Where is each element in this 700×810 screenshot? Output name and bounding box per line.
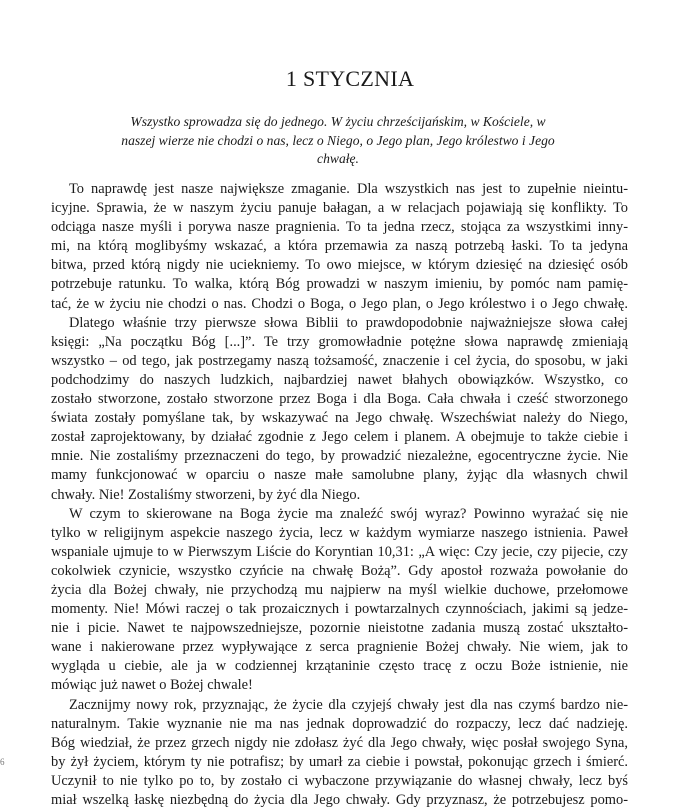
body-line: został zaprojektowany, by działać zgodnie z Jego celem i planem. A obejmuje to także ciebie i [51, 429, 628, 446]
body-text [51, 180, 628, 810]
body-line: Zacznijmy nowy rok, przyznając, że życie dla czyjejś chwały jest dla nas czymś bardzo nie- [69, 696, 628, 713]
body-line: mamy funkcjonować w oparciu o nasze małe samolubne plany, żyjąc dla własnych chwil [51, 467, 628, 484]
body-line: wszystko – od tego, jak postrzegamy naszą tożsamość, znaczenie i cel życia, do sposobu, w jaki [51, 352, 628, 369]
body-line: tylko w religijnym aspekcie naszego życia, lecz w każdym wymiarze naszego istnienia. Paweł [51, 524, 628, 541]
body-line: mnie. Nie zostaliśmy przeznaczeni do tego, by prowadzić niezależne, egocentryczne życie. Nie [51, 448, 628, 465]
body-line: momenty. Nie! Mówi raczej o tak prozaicznych i powtarzalnych czynnościach, jakimi są jedze- [51, 601, 628, 618]
body-line: mówiąc już nawet o Bożej chwale! [51, 677, 253, 694]
body-line: bitwa, przed którą nigdy nie uciekniemy. To owo miejsce, w którym dziesięć na dziesięć osób [51, 257, 628, 274]
body-line: Bóg wiedział, że przez grzech nigdy nie zdołasz żyć dla Jego chwały, więc posłał swojego Syna, [51, 734, 628, 751]
body-line: zostało stworzone, zostało stworzone przez Boga i dla Boga. Cała chwała i cześć stworzonego [51, 391, 628, 408]
body-line: chwały. Nie! Zostaliśmy stworzeni, by żyć dla Niego. [51, 486, 361, 503]
epigraph [118, 113, 558, 169]
body-line: życia dla Bożej chwały, nie przychodzą mu najpierw na myśl wielkie duchowe, przełomowe [51, 581, 628, 598]
body-line: Uczynił to nie tylko po to, by zostało ci wybaczone przywiązanie do własnej chwały, lecz byś [51, 772, 628, 789]
body-line: cokolwiek czynicie, wszystko czyńcie na chwałę Bożą”. Gdy apostoł rozważa powołanie do [51, 562, 628, 579]
epigraph-line: naszej wierze nie chodzi o nas, lecz o Niego, o Jego plan, Jego królestwo i Jego [121, 132, 555, 148]
body-line: To naprawdę jest nasze największe zmaganie. Dla wszystkich nas jest to zupełnie nieintu- [69, 181, 628, 197]
body-line: księgi: „Na początku Bóg [...]”. Te trzy gromowładnie potężne słowa naprawdę zmieniają [51, 333, 628, 350]
body-line: tać, że w życiu nie chodzi o nas. Chodzi o Boga, o Jego plan, o Jego królestwo i o Jego chwałę. [51, 295, 628, 312]
page-number: 6 [0, 757, 5, 767]
body-line: by żył życiem, którym ty nie potrafisz; by umarł za ciebie i powstał, pokonując grzech i śmierć. [51, 753, 628, 770]
body-line: Dlatego właśnie trzy pierwsze słowa Biblii to prawdopodobnie najważniejsze słowa całej [69, 314, 628, 331]
body-line: wygląda u ciebie, ale ja w codziennej krzątaninie często tracę z oczu Boże istnienie, nie [51, 658, 628, 675]
body-line: mi, na którą moglibyśmy wskazać, a która przemawia za naszą potrzebą łaski. To ta jedyna [51, 238, 628, 255]
body-line: W czym to skierowane na Boga życie ma znaleźć swój wyraz? Powinno wyrażać się nie [69, 505, 628, 522]
body-line: odciąga nasze myśli i porywa nasze pragnienia. To ta jedna rzecz, stojąca za wszystkimi inny- [51, 219, 628, 236]
body-line: miał wszelką łaskę niezbędną do życia dla Jego chwały. Gdy przyznasz, że potrzebujesz pomo- [51, 792, 628, 808]
body-line: naturalnym. Takie wyznanie nie ma nas jednak doprowadzić do rozpaczy, lecz dać nadzieję. [51, 715, 628, 732]
epigraph-line: chwałę. [317, 151, 359, 166]
body-line: wspaniale ujmuje to w Pierwszym Liście do Koryntian 10,31: „A więc: Czy jecie, czy pijecie, czy [51, 543, 628, 560]
body-line: icyjne. Sprawia, że w naszym życiu panuje bałagan, a w relacjach pojawiają się konflikty. To [51, 200, 628, 217]
body-line: wane i nakierowane przez wypływające z serca pragnienie Bożej chwały. Nie wiem, jak to [51, 639, 628, 656]
body-line: potrzebuje ratunku. To walka, którą Bóg prowadzi w naszym imieniu, by pomóc nam pamię- [51, 276, 628, 293]
body-line: świata zostały pomyślane tak, by wskazywać na Jego chwałę. Wszechświat należy do Niego, [51, 410, 628, 427]
body-line: nie i picie. Nawet te najpowszedniejsze, pozornie nieistotne zadania muszą zostać ukształto- [51, 620, 628, 637]
body-line: podchodzimy do naszych ludzkich, najbardziej nawet błahych obowiązków. Wszystko, co [51, 371, 628, 388]
epigraph-line: Wszystko sprowadza się do jednego. W życiu chrześcijańskim, w Kościele, w [130, 114, 546, 129]
page-title: 1 STYCZNIA [285, 66, 415, 91]
